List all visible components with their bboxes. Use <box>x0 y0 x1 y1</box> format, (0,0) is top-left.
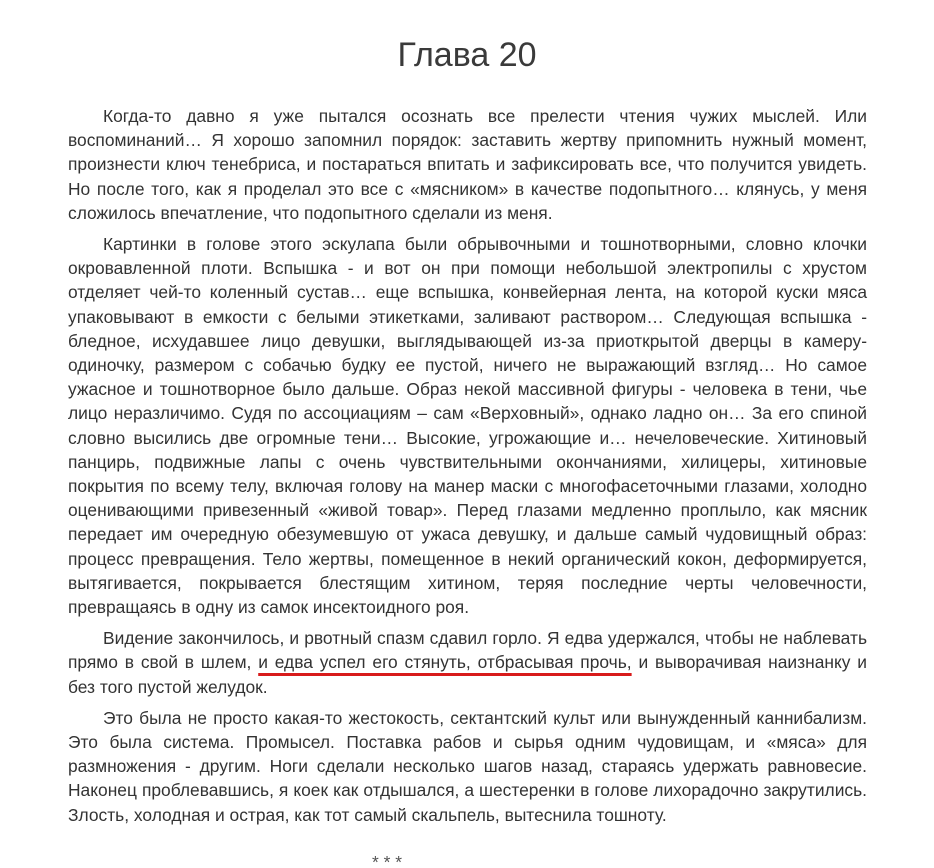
next-line-text: * * * <box>372 856 402 868</box>
paragraph-1: Когда-то давно я уже пытался осознать все прелести чтения чужих мыслей. Или воспоминаний… Я хорошо запомнил порядок: заставить жертву припомнить нужный момент, произнести ключ тенебриса, и постараться впитать и зафиксировать все, что получится увидеть. Но после того, как я проделал это все с «мясником» в качестве подопытного… клянусь, у меня сложилось впечатление, что подопытного сделали из меня. <box>68 106 867 223</box>
red-underlined-fragment: и едва успел его стянуть, отбрасывая прочь, <box>258 652 632 673</box>
chapter-title: Глава 20 <box>397 36 537 74</box>
chapter-text <box>68 104 867 834</box>
paragraph-4: Это была не просто какая-то жестокость, сектантский культ или вынужденный каннибализм. Это была система. Промысел. Поставка рабов и сырья одним чудовищам, и «мяса» для размножения - другим. Ноги сделали несколько шагов назад, стараясь удержать равновесие. Наконец проблевавшись, я коек как отдышался, а шестеренки в голове лихорадочно закрутились. Злость, холодная и острая, как тот самый скальпель, вытеснила тошноту. <box>68 707 867 825</box>
next-line-cut-off <box>372 856 468 868</box>
paragraph-3-after: и выворачивая наизнанку и без того пустой желудок. <box>68 652 868 697</box>
paragraph-2: Картинки в голове этого эскулапа были обрывочными и тошнотворными, словно клочки окровавленной плоти. Вспышка - и вот он при помощи небольшой электропилы с хрустом отделяет чей-то коленный сустав… еще вспышка, конвейерная лента, на которой куски мяса упаковывают в емкости с белыми этикетками, заливают раствором… Следующая вспышка - бледное, исхудавшее лицо девушки, выглядывающей из-за приоткрытой дверцы в камеру-одиночку, размером с собачью будку ее пустой, ничего не выражающий взгляд… Но самое ужасное и тошнотворное было дальше. Образ некой массивной фигуры - человека в тени, чье лицо неразличимо. Судя по ассоциациям – сам «Верховный», однако ладно он… За его спиной словно высились две огромные тени… Высокие, угрожающие и… нечеловеческие. Хитиновый панцирь, подвижные лапы с очень чувствительными окончаниями, хилицеры, хитиновые покрытия по всему телу, включая голову на манер маски с многофасеточными глазами, холодно оценивающими привезенный «живой товар». Перед глазами медленно проплыло, как мясник передает им очередную обезумевшую от ужаса девушку, и дальше самый чудовищный образ: процесс превращения. Тело жертвы, помещенное в некий органический кокон, деформируется, вытягивается, покрывается блестящим хитином, теряя последние черты человечности, превращаясь в одну из самок инсектоидного роя. <box>68 234 867 618</box>
paragraph-3-before: Видение закончилось, и рвотный спазм сдавил горло. Я едва удержался, чтобы не наблевать прямо в свой в шлем, <box>68 628 867 673</box>
paragraph-3 <box>68 626 867 699</box>
